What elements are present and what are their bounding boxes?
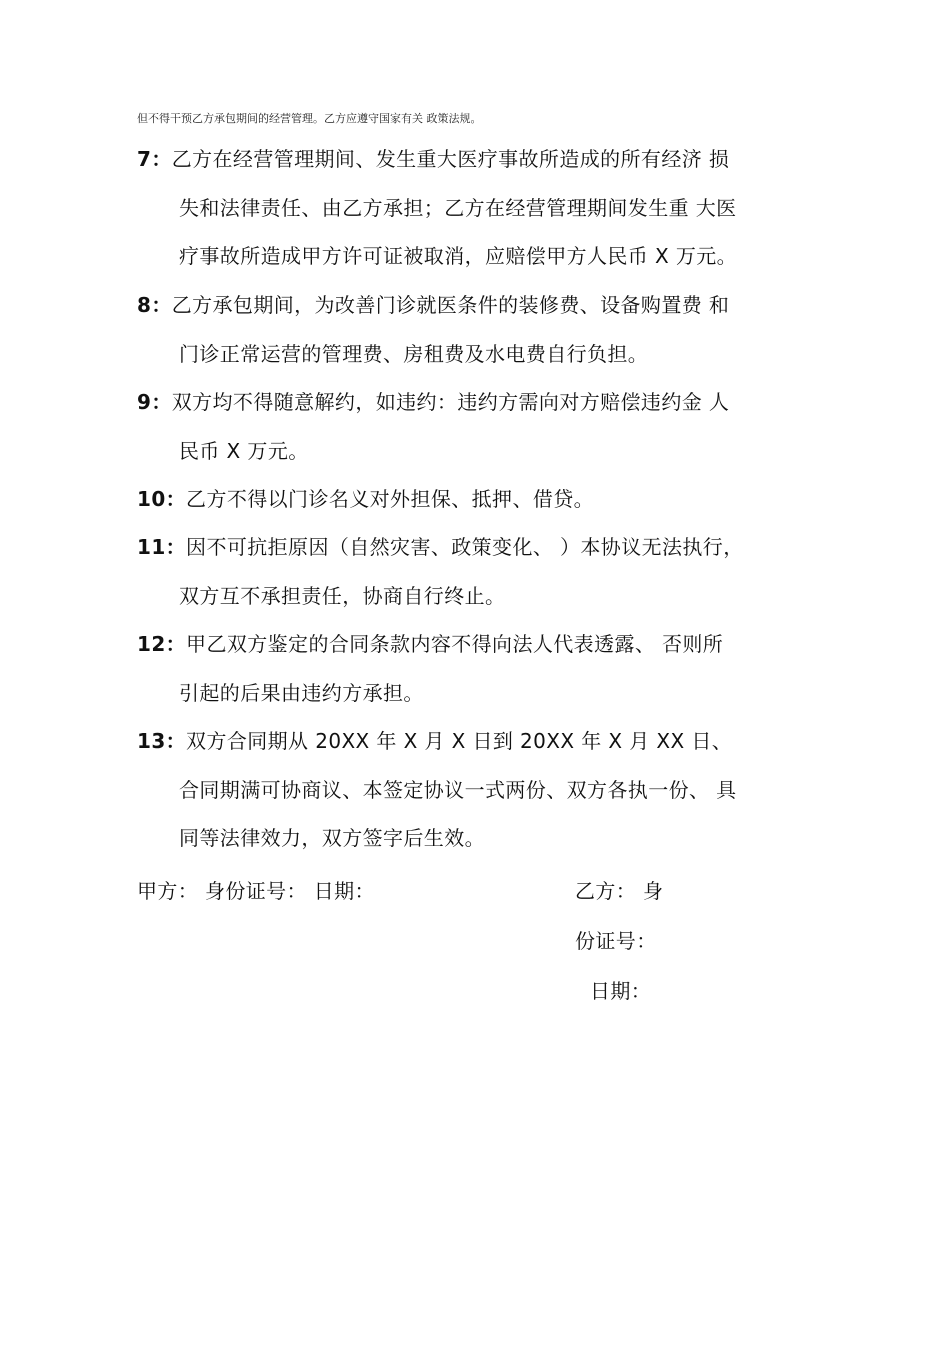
clause-line (137, 135, 817, 184)
clause-12 (137, 620, 817, 717)
clause-line: 引起的后果由违约方承担。 (179, 680, 424, 705)
clause-number: 7： (137, 147, 172, 171)
party-b-signature-line-3: 日期： (590, 979, 652, 1003)
clause-line: 民币 X 万元。 (179, 438, 309, 463)
clause-number: 8： (137, 293, 172, 317)
clause-9 (137, 378, 817, 475)
clause-line (137, 620, 817, 669)
clause-8 (137, 281, 817, 378)
clause-line (137, 378, 817, 427)
clause-number: 11： (137, 535, 187, 559)
clause-number: 13： (137, 729, 187, 753)
clause-line (137, 717, 817, 766)
clause-11 (137, 523, 817, 620)
clause-7 (137, 135, 817, 281)
party-b-signature-line-1: 乙方： 身 (575, 879, 664, 903)
party-b-signature-line-2: 份证号： (575, 929, 657, 953)
clause-text: 甲乙双方鉴定的合同条款内容不得向法人代表透露、 否则所 (186, 632, 724, 656)
clause-line: 合同期满可协商议、本签定协议一式两份、双方各执一份、 具 (179, 777, 737, 802)
clause-text: 双方合同期从 20XX 年 X 月 X 日到 20XX 年 X 月 XX 日、 (186, 729, 733, 753)
clause-text: 乙方不得以门诊名义对外担保、抵押、借贷。 (186, 487, 595, 511)
clause-13 (137, 717, 817, 863)
clause-line: 双方互不承担责任，协商自行终止。 (179, 583, 506, 608)
clause-line (137, 281, 817, 330)
clause-line: 同等法律效力，双方签字后生效。 (179, 826, 485, 850)
party-a-signature-line: 甲方： 身份证号： 日期： (137, 879, 375, 903)
clause-line (137, 523, 817, 572)
clause-text: 双方均不得随意解约，如违约：违约方需向对方赔偿违约金 人 (171, 390, 730, 414)
clause-text: 乙方在经营管理期间、发生重大医疗事故所造成的所有经济 损 (171, 147, 730, 171)
clause-line: 失和法律责任、由乙方承担；乙方在经营管理期间发生重 大医 (179, 195, 737, 220)
clause-10 (137, 475, 817, 524)
clause-number: 9： (137, 390, 172, 414)
clause-number: 10： (137, 487, 187, 511)
clause-line: 门诊正常运营的管理费、房租费及水电费自行负担。 (179, 341, 649, 366)
clause-line (137, 475, 817, 524)
clause-line: 疗事故所造成甲方许可证被取消，应赔偿甲方人民币 X 万元。 (179, 244, 738, 268)
clause-text: 乙方承包期间，为改善门诊就医条件的装修费、设备购置费 和 (171, 293, 730, 317)
top-note: 但不得干预乙方承包期间的经营管理。乙方应遵守国家有关 政策法规。 (137, 112, 482, 125)
clause-text: 因不可抗拒原因（自然灾害、政策变化、 ）本协议无法执行， (186, 535, 744, 559)
clause-number: 12： (137, 632, 187, 656)
